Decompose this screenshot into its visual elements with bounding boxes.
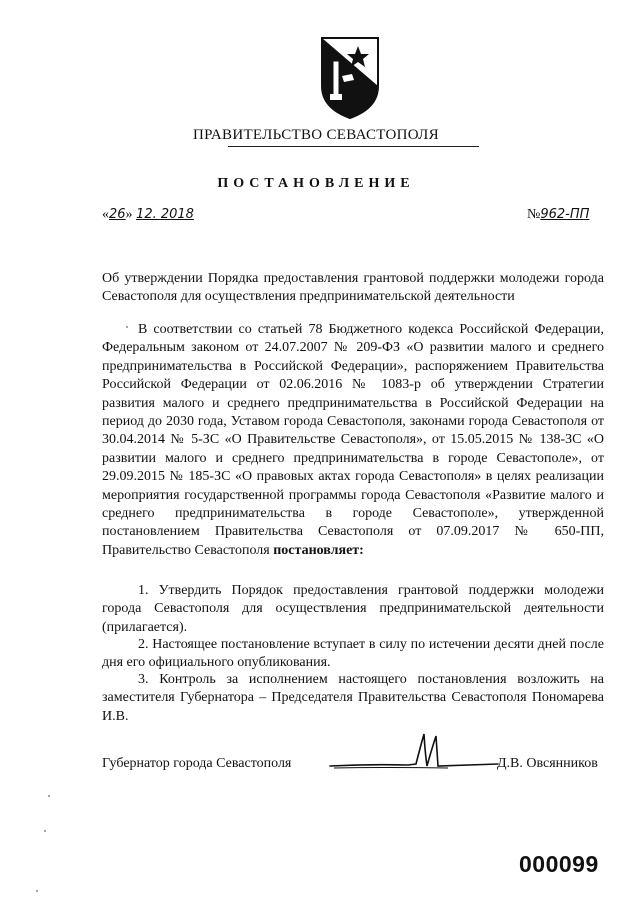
preamble-text: В соответствии со статьей 78 Бюджетного кодекса Российской Федерации, Федеральным законом от 24.07.2007 № 209-ФЗ «О развитии малого и среднего предпринимательства в Российской Федерации», распоряжением Правительства Российской Федерации от 02.06.2016 № 1083-р об утверждении Стратегии развития малого и среднего предпринимательства в Российской Федерации на период до 2030 года, Уставом города Севастополя, законами города Севастополя от 30.04.2014 № 5-ЗС «О Правительстве Севастополя», от 15.05.2015 № 138-ЗС «О развитии малого и среднего предпринимательства в городе Севастополе», от 29.09.2015 № 185-ЗС «О правовых актах города Севастополя» в целях реализации мероприятия государственной программы города Севастополя «Развитие малого и среднего предпринимательства в городе Севастополе», утвержденной постановлением Правительства Севастополя от 07.09.2017 № 650-ПП, Правительство Севастополя [102, 322, 604, 558]
decree-item-3: 3. Контроль за исполнением настоящего постановления возложить на заместителя Губернатора – Председателя Правительства Севастополя Пономарева И.В. [102, 672, 604, 724]
document-subject: Об утверждении Порядка предоставления грантовой поддержки молодежи города Севастополя для осуществления предпринимательской деятельности [102, 271, 604, 305]
signer-name: Д.В. Овсянников [497, 756, 598, 771]
signer-role: Губернатор города Севастополя [102, 756, 292, 771]
scan-speck [48, 795, 50, 797]
serial-number: 000099 [519, 851, 599, 877]
scan-speck [126, 326, 128, 328]
government-title: ПРАВИТЕЛЬСТВО СЕВАСТОПОЛЯ [193, 127, 439, 143]
date-close-quote: » [125, 207, 133, 222]
date-day: 26 [109, 207, 126, 222]
document-number [527, 207, 589, 223]
decree-item-2: 2. Настоящее постановление вступает в силу по истечении десяти дней после дня его официального опубликования. [102, 637, 604, 671]
scan-speck [44, 830, 46, 832]
decree-word: постановляет: [273, 542, 364, 558]
sevastopol-coat-of-arms-emblem [318, 36, 382, 120]
number-value: 962-ПП [540, 207, 590, 222]
scan-speck [36, 890, 38, 892]
number-prefix: № [527, 207, 541, 222]
date-month-year: 12. 2018 [136, 207, 194, 222]
preamble-paragraph [102, 321, 604, 560]
document-date [102, 207, 194, 223]
document-type-heading: ПОСТАНОВЛЕНИЕ [217, 176, 415, 191]
date-open-quote: « [102, 207, 109, 222]
title-underline [228, 146, 479, 147]
decree-item-1: 1. Утвердить Порядок предоставления грантовой поддержки молодежи города Севастополя для осуществления предпринимательской деятельности (прилагается). [102, 583, 604, 635]
handwritten-signature [328, 728, 500, 776]
